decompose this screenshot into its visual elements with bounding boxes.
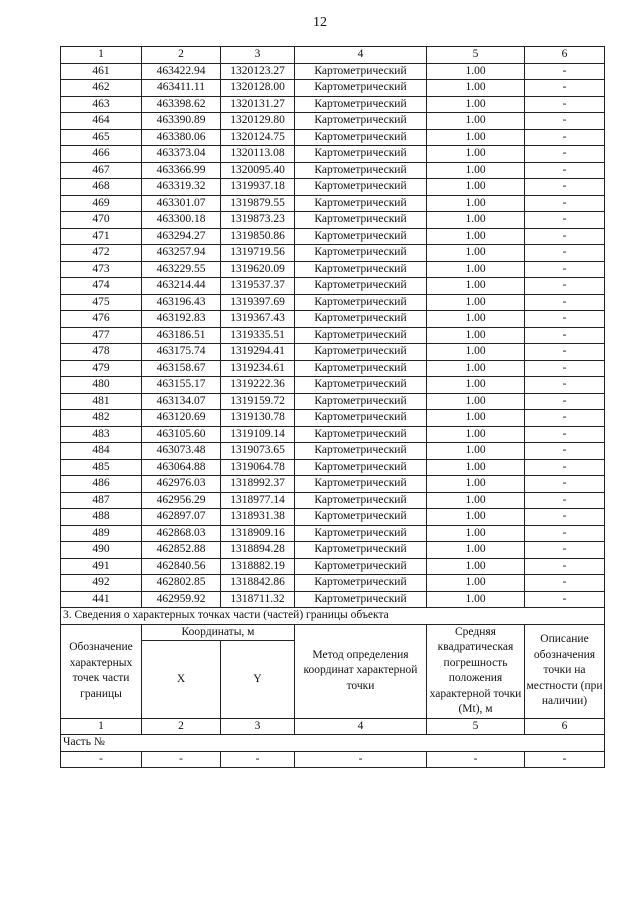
coord-y: 1319397.69: [221, 294, 295, 311]
coord-y: 1319130.78: [221, 410, 295, 427]
table-row: [61, 245, 605, 262]
error: 1.00: [427, 113, 525, 130]
description: -: [525, 410, 605, 427]
error: 1.00: [427, 443, 525, 460]
empty-row: [61, 751, 605, 768]
empty-cell: -: [61, 751, 142, 768]
method: Картометрический: [295, 459, 427, 476]
header-designation: Обозначение характерных точек части границы: [61, 624, 142, 718]
error: 1.00: [427, 96, 525, 113]
method: Картометрический: [295, 393, 427, 410]
method: Картометрический: [295, 113, 427, 130]
error: 1.00: [427, 525, 525, 542]
empty-cell: -: [525, 751, 605, 768]
coord-y: 1320123.27: [221, 63, 295, 80]
point-number: 463: [61, 96, 142, 113]
point-number: 481: [61, 393, 142, 410]
col-num: 2: [142, 47, 221, 64]
coord-x: 463257.94: [142, 245, 221, 262]
description: -: [525, 146, 605, 163]
point-number: 477: [61, 327, 142, 344]
error: 1.00: [427, 245, 525, 262]
point-number: 487: [61, 492, 142, 509]
coord-y: 1319937.18: [221, 179, 295, 196]
coord-x: 463186.51: [142, 327, 221, 344]
description: -: [525, 525, 605, 542]
coord-x: 463422.94: [142, 63, 221, 80]
point-number: 491: [61, 558, 142, 575]
coord-y: 1319294.41: [221, 344, 295, 361]
description: -: [525, 509, 605, 526]
point-number: 479: [61, 360, 142, 377]
coord-x: 463134.07: [142, 393, 221, 410]
col-num: 2: [142, 718, 221, 735]
description: -: [525, 459, 605, 476]
error: 1.00: [427, 360, 525, 377]
description: -: [525, 542, 605, 559]
description: -: [525, 426, 605, 443]
col-num: 5: [427, 718, 525, 735]
error: 1.00: [427, 278, 525, 295]
point-number: 471: [61, 228, 142, 245]
table-row: [61, 360, 605, 377]
error: 1.00: [427, 129, 525, 146]
coord-y: 1318894.28: [221, 542, 295, 559]
method: Картометрический: [295, 195, 427, 212]
error: 1.00: [427, 393, 525, 410]
error: 1.00: [427, 80, 525, 97]
method: Картометрический: [295, 129, 427, 146]
point-number: 441: [61, 591, 142, 608]
coordinates-table: [60, 46, 605, 768]
description: -: [525, 261, 605, 278]
col-num: 4: [295, 47, 427, 64]
coord-x: 462897.07: [142, 509, 221, 526]
point-number: 464: [61, 113, 142, 130]
table-row: [61, 63, 605, 80]
coord-x: 463373.04: [142, 146, 221, 163]
section-header-row: [61, 624, 605, 641]
header-method: Метод определения координат характерной точки: [295, 624, 427, 718]
error: 1.00: [427, 212, 525, 229]
coord-x: 463120.69: [142, 410, 221, 427]
description: -: [525, 443, 605, 460]
error: 1.00: [427, 261, 525, 278]
col-num: 3: [221, 47, 295, 64]
table-row: [61, 509, 605, 526]
part-label-row: [61, 735, 605, 752]
page-number: 12: [313, 15, 327, 30]
table-row: [61, 377, 605, 394]
description: -: [525, 360, 605, 377]
coord-x: 463300.18: [142, 212, 221, 229]
table-row: [61, 327, 605, 344]
header-y: Y: [221, 641, 295, 718]
point-number: 480: [61, 377, 142, 394]
table-row: [61, 162, 605, 179]
description: -: [525, 492, 605, 509]
coord-y: 1318931.38: [221, 509, 295, 526]
coord-y: 1320113.08: [221, 146, 295, 163]
table-row: [61, 129, 605, 146]
coord-y: 1319064.78: [221, 459, 295, 476]
error: 1.00: [427, 426, 525, 443]
coord-y: 1319222.36: [221, 377, 295, 394]
header-description: Описание обозначения точки на местности (при наличии): [525, 624, 605, 718]
description: -: [525, 113, 605, 130]
coord-x: 463214.44: [142, 278, 221, 295]
method: Картометрический: [295, 311, 427, 328]
table-row: [61, 558, 605, 575]
coord-y: 1320131.27: [221, 96, 295, 113]
error: 1.00: [427, 294, 525, 311]
method: Картометрический: [295, 426, 427, 443]
table-row: [61, 179, 605, 196]
point-number: 474: [61, 278, 142, 295]
point-number: 475: [61, 294, 142, 311]
table-row: [61, 344, 605, 361]
error: 1.00: [427, 492, 525, 509]
table-row: [61, 525, 605, 542]
method: Картометрический: [295, 542, 427, 559]
coord-y: 1319159.72: [221, 393, 295, 410]
point-number: 492: [61, 575, 142, 592]
error: 1.00: [427, 63, 525, 80]
point-number: 489: [61, 525, 142, 542]
coord-x: 463073.48: [142, 443, 221, 460]
coord-x: 463390.89: [142, 113, 221, 130]
coord-x: 463155.17: [142, 377, 221, 394]
coord-y: 1319537.37: [221, 278, 295, 295]
coord-y: 1319335.51: [221, 327, 295, 344]
error: 1.00: [427, 162, 525, 179]
coord-x: 463380.06: [142, 129, 221, 146]
coord-x: 462802.85: [142, 575, 221, 592]
point-number: 468: [61, 179, 142, 196]
description: -: [525, 80, 605, 97]
coord-y: 1318909.16: [221, 525, 295, 542]
error: 1.00: [427, 459, 525, 476]
coord-y: 1320129.80: [221, 113, 295, 130]
point-number: 470: [61, 212, 142, 229]
method: Картометрический: [295, 63, 427, 80]
method: Картометрический: [295, 96, 427, 113]
description: -: [525, 278, 605, 295]
coord-y: 1320128.00: [221, 80, 295, 97]
point-number: 462: [61, 80, 142, 97]
description: -: [525, 377, 605, 394]
coord-x: 463229.55: [142, 261, 221, 278]
table-row: [61, 195, 605, 212]
method: Картометрический: [295, 179, 427, 196]
empty-cell: -: [221, 751, 295, 768]
method: Картометрический: [295, 278, 427, 295]
coord-x: 463158.67: [142, 360, 221, 377]
coord-y: 1318882.19: [221, 558, 295, 575]
coord-x: 463175.74: [142, 344, 221, 361]
table-row: [61, 575, 605, 592]
header-x: X: [142, 641, 221, 718]
coord-x: 462959.92: [142, 591, 221, 608]
method: Картометрический: [295, 212, 427, 229]
point-number: 486: [61, 476, 142, 493]
coord-x: 462976.03: [142, 476, 221, 493]
point-number: 485: [61, 459, 142, 476]
description: -: [525, 393, 605, 410]
part-label: Часть №: [61, 735, 605, 752]
coord-x: 463196.43: [142, 294, 221, 311]
table-row: [61, 228, 605, 245]
coord-y: 1319879.55: [221, 195, 295, 212]
error: 1.00: [427, 476, 525, 493]
table-row: [61, 591, 605, 608]
method: Картометрический: [295, 261, 427, 278]
col-num: 4: [295, 718, 427, 735]
coord-y: 1319073.65: [221, 443, 295, 460]
point-number: 465: [61, 129, 142, 146]
table-row: [61, 459, 605, 476]
table-row: [61, 212, 605, 229]
table-row: [61, 443, 605, 460]
coord-x: 463319.32: [142, 179, 221, 196]
table-row: [61, 294, 605, 311]
coord-y: 1318992.37: [221, 476, 295, 493]
method: Картометрический: [295, 294, 427, 311]
table-row: [61, 96, 605, 113]
error: 1.00: [427, 558, 525, 575]
description: -: [525, 344, 605, 361]
point-number: 478: [61, 344, 142, 361]
table-row: [61, 542, 605, 559]
section-title-row: [61, 608, 605, 625]
coord-x: 463301.07: [142, 195, 221, 212]
coord-x: 462840.56: [142, 558, 221, 575]
description: -: [525, 591, 605, 608]
method: Картометрический: [295, 476, 427, 493]
error: 1.00: [427, 311, 525, 328]
coord-y: 1319367.43: [221, 311, 295, 328]
error: 1.00: [427, 410, 525, 427]
description: -: [525, 129, 605, 146]
coord-x: 462956.29: [142, 492, 221, 509]
coord-y: 1319873.23: [221, 212, 295, 229]
description: -: [525, 294, 605, 311]
section-colnum-row: [61, 718, 605, 735]
method: Картометрический: [295, 245, 427, 262]
point-number: 472: [61, 245, 142, 262]
method: Картометрический: [295, 492, 427, 509]
point-number: 488: [61, 509, 142, 526]
method: Картометрический: [295, 162, 427, 179]
error: 1.00: [427, 228, 525, 245]
point-number: 483: [61, 426, 142, 443]
coord-y: 1319620.09: [221, 261, 295, 278]
point-number: 476: [61, 311, 142, 328]
table-row: [61, 146, 605, 163]
table-row: [61, 492, 605, 509]
coord-y: 1319234.61: [221, 360, 295, 377]
point-number: 490: [61, 542, 142, 559]
empty-cell: -: [427, 751, 525, 768]
method: Картометрический: [295, 80, 427, 97]
coord-y: 1318842.86: [221, 575, 295, 592]
coord-x: 462852.88: [142, 542, 221, 559]
method: Картометрический: [295, 146, 427, 163]
coord-x: 462868.03: [142, 525, 221, 542]
table-row: [61, 113, 605, 130]
coord-y: 1318977.14: [221, 492, 295, 509]
coord-y: 1320124.75: [221, 129, 295, 146]
method: Картометрический: [295, 360, 427, 377]
description: -: [525, 179, 605, 196]
description: -: [525, 162, 605, 179]
method: Картометрический: [295, 591, 427, 608]
error: 1.00: [427, 377, 525, 394]
description: -: [525, 63, 605, 80]
header-coords: Координаты, м: [142, 624, 295, 641]
table-row: [61, 80, 605, 97]
error: 1.00: [427, 591, 525, 608]
table-row: [61, 410, 605, 427]
coord-y: 1320095.40: [221, 162, 295, 179]
error: 1.00: [427, 195, 525, 212]
col-num: 6: [525, 47, 605, 64]
error: 1.00: [427, 344, 525, 361]
point-number: 482: [61, 410, 142, 427]
method: Картометрический: [295, 228, 427, 245]
description: -: [525, 96, 605, 113]
coord-x: 463411.11: [142, 80, 221, 97]
header-error: Средняя квадратическая погрешность положения характерной точки (Mt), м: [427, 624, 525, 718]
description: -: [525, 558, 605, 575]
description: -: [525, 228, 605, 245]
col-num: 5: [427, 47, 525, 64]
description: -: [525, 195, 605, 212]
description: -: [525, 212, 605, 229]
method: Картометрический: [295, 377, 427, 394]
col-num: 3: [221, 718, 295, 735]
method: Картометрический: [295, 344, 427, 361]
table-row: [61, 426, 605, 443]
table-row: [61, 311, 605, 328]
error: 1.00: [427, 509, 525, 526]
description: -: [525, 476, 605, 493]
point-number: 484: [61, 443, 142, 460]
error: 1.00: [427, 146, 525, 163]
coord-x: 463366.99: [142, 162, 221, 179]
col-num: 6: [525, 718, 605, 735]
error: 1.00: [427, 575, 525, 592]
coord-x: 463064.88: [142, 459, 221, 476]
method: Картометрический: [295, 525, 427, 542]
coord-x: 463192.83: [142, 311, 221, 328]
table-row: [61, 278, 605, 295]
col-num: 1: [61, 718, 142, 735]
description: -: [525, 245, 605, 262]
method: Картометрический: [295, 410, 427, 427]
description: -: [525, 327, 605, 344]
point-number: 467: [61, 162, 142, 179]
error: 1.00: [427, 542, 525, 559]
method: Картометрический: [295, 443, 427, 460]
method: Картометрический: [295, 327, 427, 344]
description: -: [525, 575, 605, 592]
coord-y: 1319719.56: [221, 245, 295, 262]
point-number: 473: [61, 261, 142, 278]
coord-y: 1319109.14: [221, 426, 295, 443]
method: Картометрический: [295, 509, 427, 526]
col-num: 1: [61, 47, 142, 64]
coord-x: 463294.27: [142, 228, 221, 245]
column-number-row: [61, 47, 605, 64]
coord-y: 1319850.86: [221, 228, 295, 245]
description: -: [525, 311, 605, 328]
point-number: 466: [61, 146, 142, 163]
coord-y: 1318711.32: [221, 591, 295, 608]
section-title: 3. Сведения о характерных точках части (частей) границы объекта: [61, 608, 605, 625]
coord-x: 463398.62: [142, 96, 221, 113]
point-number: 461: [61, 63, 142, 80]
method: Картометрический: [295, 575, 427, 592]
point-number: 469: [61, 195, 142, 212]
table-row: [61, 261, 605, 278]
empty-cell: -: [142, 751, 221, 768]
method: Картометрический: [295, 558, 427, 575]
error: 1.00: [427, 179, 525, 196]
coord-x: 463105.60: [142, 426, 221, 443]
error: 1.00: [427, 327, 525, 344]
empty-cell: -: [295, 751, 427, 768]
table-row: [61, 393, 605, 410]
table-row: [61, 476, 605, 493]
